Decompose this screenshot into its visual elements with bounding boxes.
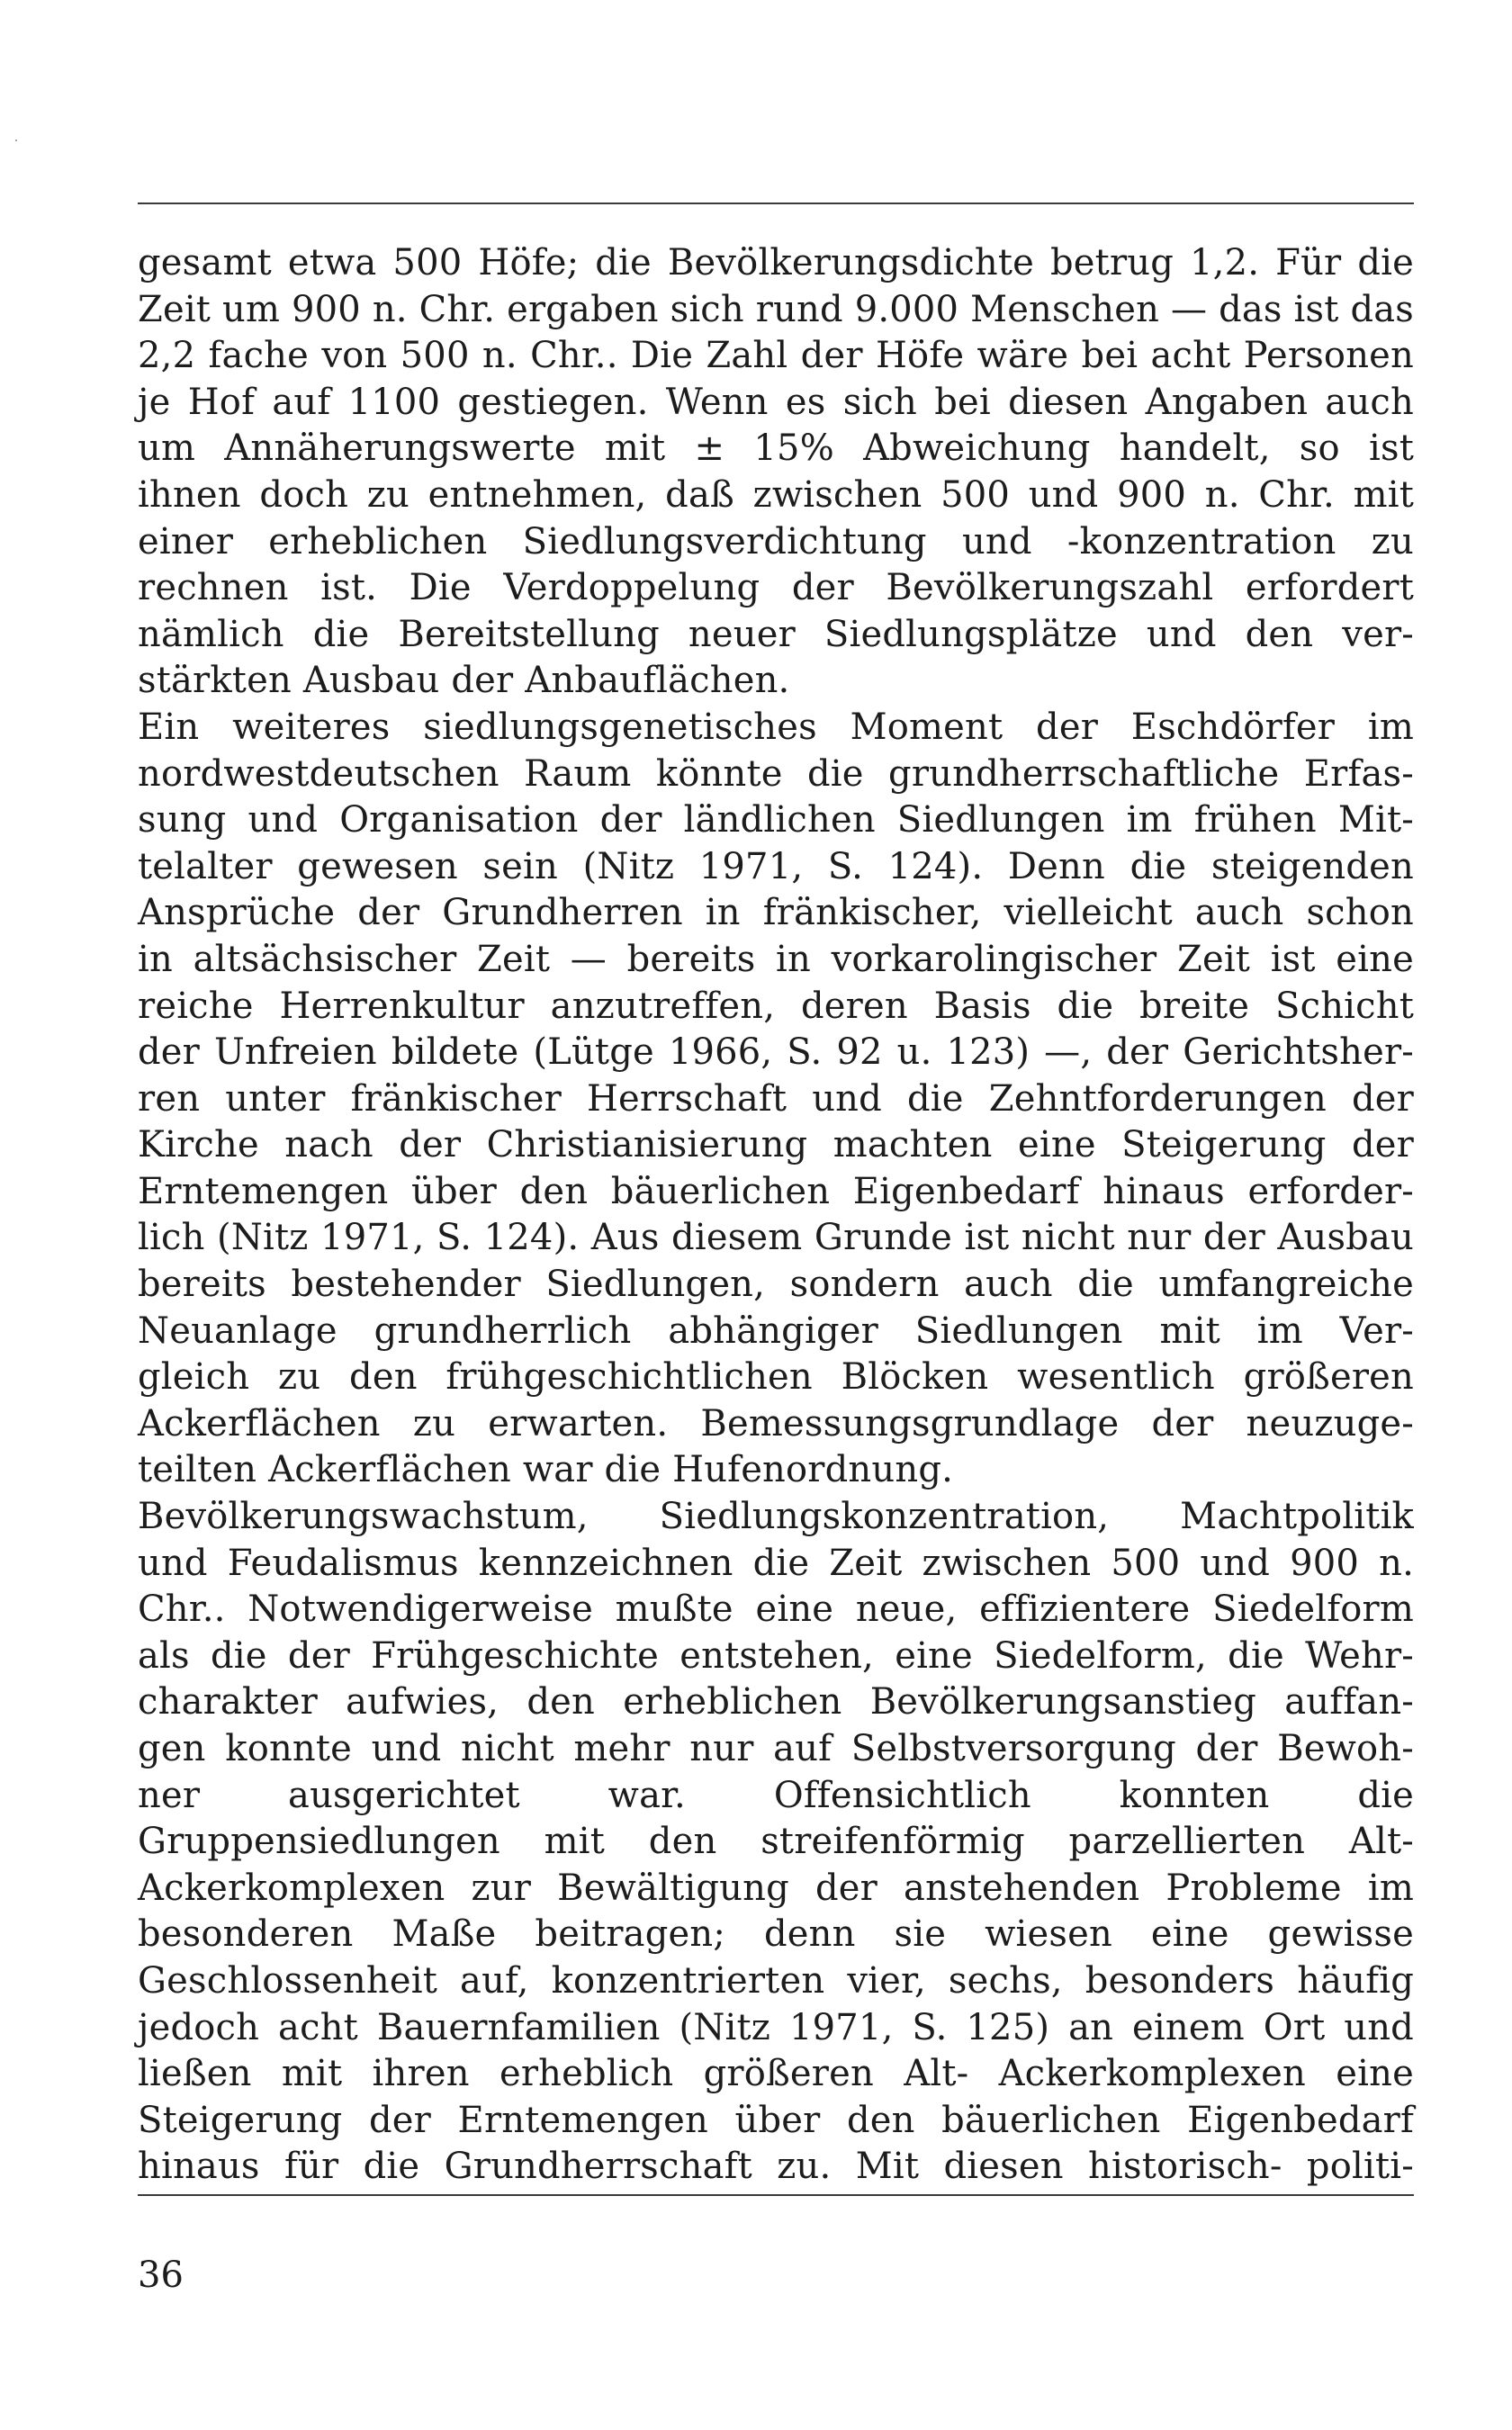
text-line: telalter gewesen sein (Nitz 1971, S. 124). Denn die steigenden bbox=[138, 845, 1414, 887]
text-line: ließen mit ihren erheblich größeren Alt- Ackerkomplexen eine bbox=[138, 2053, 1414, 2095]
text-line: jedoch acht Bauernfamilien (Nitz 1971, S. 125) an einem Ort und bbox=[138, 2006, 1414, 2048]
text-line: als die der Frühgeschichte entstehen, eine Siedelform, die Wehr- bbox=[138, 1634, 1414, 1677]
text-line: Ein weiteres siedlungsgenetisches Moment der Eschdörfer im bbox=[138, 706, 1414, 748]
text-line: hinaus für die Grundherrschaft zu. Mit diesen historisch- politi- bbox=[138, 2146, 1414, 2188]
text-line: teilten Ackerflächen war die Hufenordnung. bbox=[138, 1449, 954, 1491]
text-line: Steigerung der Erntemengen über den bäuerlichen Eigenbedarf bbox=[138, 2099, 1414, 2141]
text-line: Ackerflächen zu erwarten. Bemessungsgrundlage der neuzuge- bbox=[138, 1402, 1414, 1444]
text-line: reiche Herrenkultur anzutreffen, deren Basis die breite Schicht bbox=[138, 985, 1414, 1027]
text-line: Erntemengen über den bäuerlichen Eigenbedarf hinaus erforder- bbox=[138, 1170, 1414, 1212]
text-line: Ansprüche der Grundherren in fränkischer, vielleicht auch schon bbox=[138, 892, 1414, 934]
bottom-rule bbox=[138, 2194, 1414, 2196]
text-line: ihnen doch zu entnehmen, daß zwischen 500 und 900 n. Chr. mit bbox=[138, 473, 1414, 516]
page-number: 36 bbox=[138, 2254, 184, 2296]
text-line: Ackerkomplexen zur Bewältigung der anstehenden Probleme im bbox=[138, 1867, 1414, 1909]
text-line: Zeit um 900 n. Chr. ergaben sich rund 9.000 Menschen — das ist das bbox=[138, 288, 1414, 330]
text-line: je Hof auf 1100 gestiegen. Wenn es sich bei diesen Angaben auch bbox=[138, 381, 1414, 423]
text-line: rechnen ist. Die Verdoppelung der Bevölkerungszahl erfordert bbox=[138, 567, 1414, 609]
text-line: lich (Nitz 1971, S. 124). Aus diesem Grunde ist nicht nur der Ausbau bbox=[138, 1217, 1414, 1259]
text-line: einer erheblichen Siedlungsverdichtung und -konzentration zu bbox=[138, 520, 1414, 562]
scan-speck bbox=[15, 140, 17, 141]
text-line: gen konnte und nicht mehr nur auf Selbstversorgung der Bewoh- bbox=[138, 1728, 1414, 1769]
top-rule bbox=[138, 202, 1414, 204]
text-line: charakter aufwies, den erheblichen Bevölkerungsanstieg auffan- bbox=[138, 1681, 1414, 1724]
text-line: Chr.. Notwendigerweise mußte eine neue, effizientere Siedelform bbox=[138, 1588, 1414, 1631]
text-line: ren unter fränkischer Herrschaft und die Zehntforderungen der bbox=[138, 1077, 1414, 1120]
text-line: gleich zu den frühgeschichtlichen Blöcken wesentlich größeren bbox=[138, 1356, 1414, 1399]
text-line: in altsächsischer Zeit — bereits in vorkarolingischer Zeit ist eine bbox=[138, 938, 1414, 980]
text-line: Gruppensiedlungen mit den streifenförmig parzellierten Alt- bbox=[138, 1821, 1414, 1863]
text-line: bereits bestehender Siedlungen, sondern auch die umfangreiche bbox=[138, 1264, 1414, 1306]
text-line: Geschlossenheit auf, konzentrierten vier, sechs, besonders häufig bbox=[138, 1959, 1414, 2002]
text-line: nämlich die Bereitstellung neuer Siedlungsplätze und den ver- bbox=[138, 613, 1414, 655]
text-line: der Unfreien bildete (Lütge 1966, S. 92 u. 123) —, der Gerichtsher- bbox=[138, 1031, 1414, 1074]
text-line: gesamt etwa 500 Höfe; die Bevölkerungsdichte betrug 1,2. Für die bbox=[138, 242, 1414, 284]
text-line: besonderen Maße beitragen; denn sie wiesen eine gewisse bbox=[138, 1913, 1414, 1956]
text-line: stärkten Ausbau der Anbauflächen. bbox=[138, 660, 790, 702]
text-line: Bevölkerungswachstum, Siedlungskonzentration, Machtpolitik bbox=[138, 1496, 1414, 1538]
text-line: und Feudalismus kennzeichnen die Zeit zwischen 500 und 900 n. bbox=[138, 1542, 1414, 1584]
text-line: nordwestdeutschen Raum könnte die grundherrschaftliche Erfas- bbox=[138, 752, 1414, 795]
text-line: 2,2 fache von 500 n. Chr.. Die Zahl der Höfe wäre bei acht Personen bbox=[138, 335, 1414, 377]
text-line: um Annäherungswerte mit ± 15% Abweichung handelt, so ist bbox=[138, 428, 1414, 470]
text-line: ner ausgerichtet war. Offensichtlich konnten die bbox=[138, 1774, 1414, 1816]
text-line: sung und Organisation der ländlichen Siedlungen im frühen Mit- bbox=[138, 799, 1414, 842]
text-line: Neuanlage grundherrlich abhängiger Siedlungen mit im Ver- bbox=[138, 1310, 1414, 1352]
body-text bbox=[138, 240, 1414, 2191]
text-line: Kirche nach der Christianisierung machten eine Steigerung der bbox=[138, 1124, 1414, 1166]
